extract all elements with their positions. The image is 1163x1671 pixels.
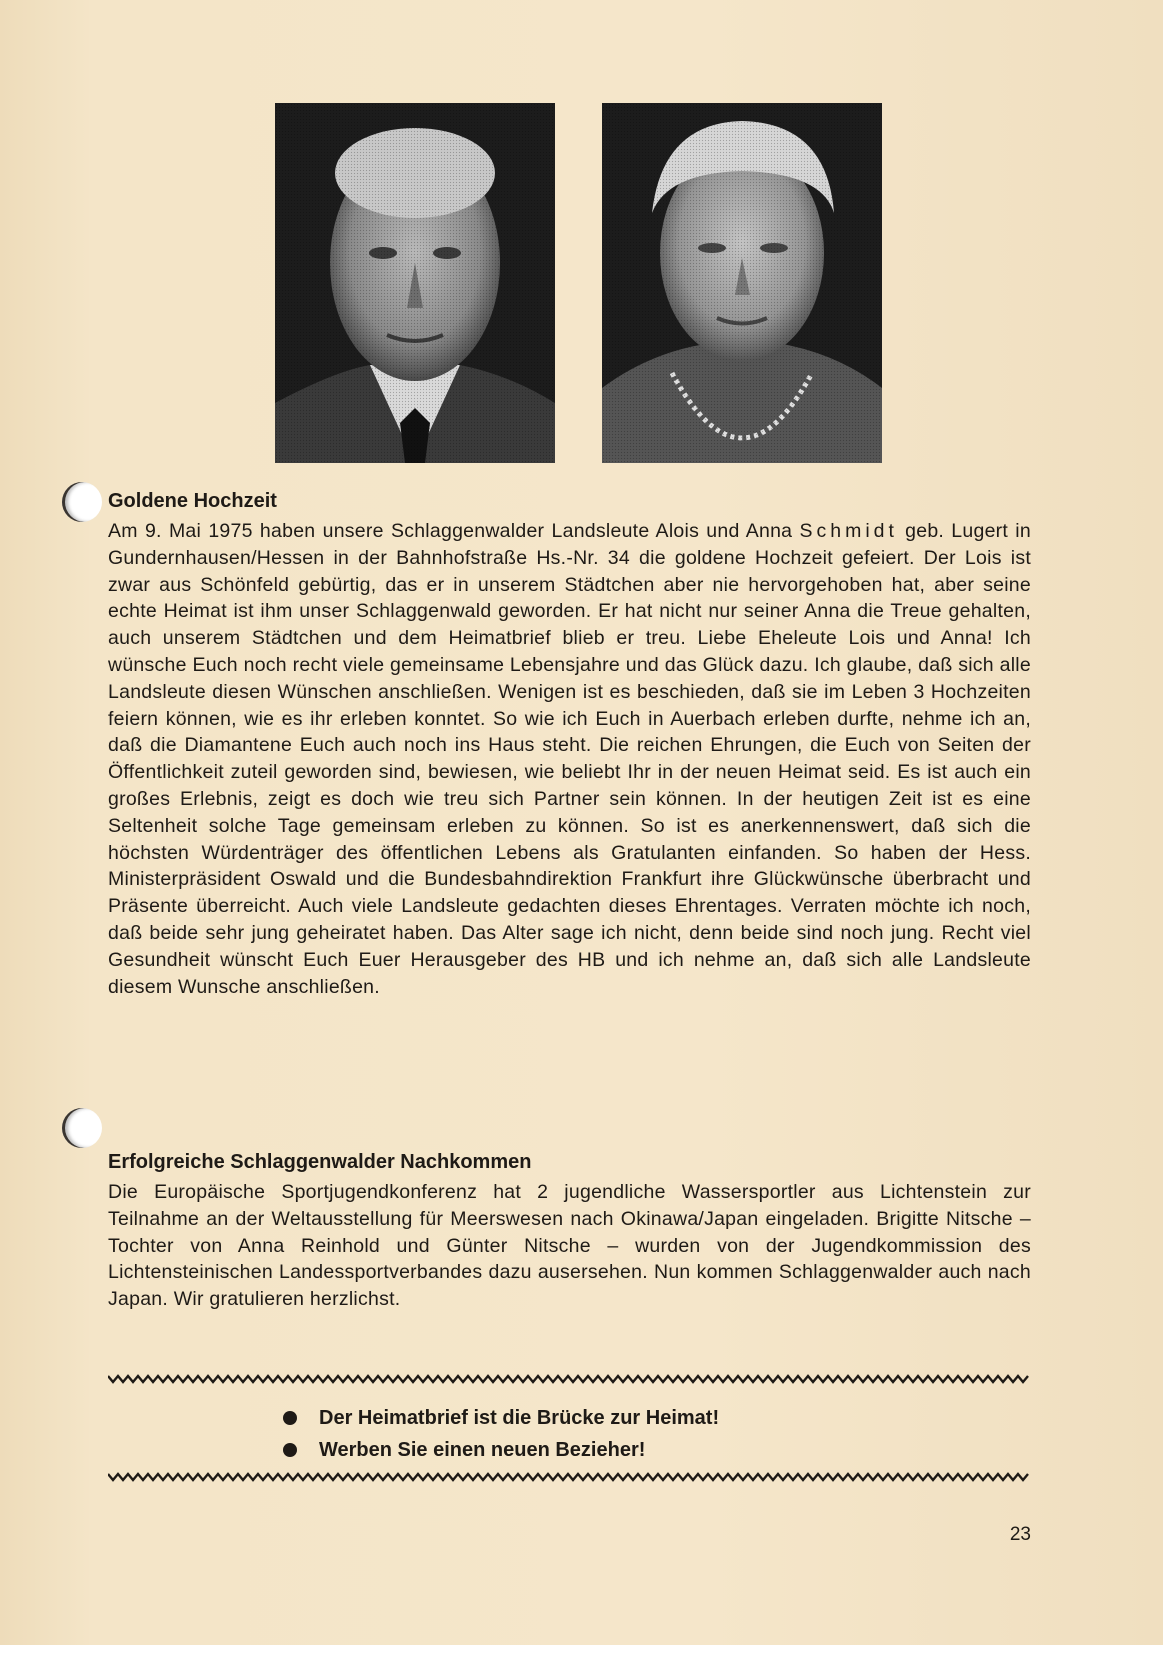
portrait-woman-icon	[602, 103, 882, 463]
slogan-text: Werben Sie einen neuen Bezieher!	[319, 1439, 646, 1461]
portrait-man-icon	[275, 103, 555, 463]
article-heading: Goldene Hochzeit	[108, 490, 277, 512]
scan-edge	[0, 1645, 1163, 1671]
punch-hole	[62, 1108, 102, 1148]
bullet-icon	[283, 1443, 297, 1457]
slogan-item	[283, 1434, 719, 1466]
slogan-text: Der Heimatbrief ist die Brücke zur Heimat!	[319, 1407, 720, 1429]
article-golden-wedding	[108, 488, 1031, 1000]
article-body: Die Europäische Sportjugendkonferenz hat 2 jugendliche Wassersportler aus Lichtenstein zur Teilnahme an der Weltausstellung für Meerswesen nach Okinawa/Japan eingeladen. Brigitte Nitsche – Tochter von Anna Reinhold und Günter Nitsche – wurden von der Jugendkommission des Lichtensteinischen Landessportverbandes dazu ausersehen. Nun kommen Schlaggenwalder auch nach Japan. Wir gratulieren herzlichst.	[108, 1181, 1031, 1311]
article-descendants	[108, 1149, 1031, 1313]
article-body	[108, 518, 1031, 1000]
bullet-icon	[283, 1411, 297, 1425]
article-heading: Erfolgreiche Schlaggenwalder Nachkommen	[108, 1151, 532, 1173]
slogan-item	[283, 1402, 719, 1434]
punch-hole	[62, 482, 102, 522]
wavy-divider	[108, 1373, 1031, 1385]
slogan-box	[283, 1402, 719, 1466]
wavy-divider	[108, 1471, 1031, 1483]
article-body-start: Am 9. Mai 1975 haben unsere Schlaggenwalder Landsleute Alois und Anna	[108, 520, 800, 542]
article-name-spaced: Schmidt	[799, 520, 898, 542]
article-body-rest: geb. Lugert in Gundernhausen/Hessen in der Bahnhofstraße Hs.-Nr. 34 die goldene Hochzeit gefeiert. Der Lois ist zwar aus Schönfeld gebürtig, das er in unserem Städtchen aber nie hervorgehoben hat, aber seine echte Heimat ist ihm unser Schlaggenwald geworden. Er hat nicht nur seiner Anna die Treue gehalten, auch unserem Städtchen und dem Heimatbrief blieb er treu. Liebe Eheleute Lois und Anna! Ich wünsche Euch noch recht viele gemeinsame Lebensjahre und das Glück dazu. Ich glaube, daß sich alle Landsleute diesen Wünschen anschließen. Wenigen ist es beschieden, daß sie im Leben 3 Hochzeiten feiern können, wie es ihr erleben konntet. So wie ich Euch in Auerbach erleben durfte, nehme ich an, daß die Diamantene Euch auch noch ins Haus steht. Die reichen Ehrungen, die Euch von Seiten der Öffentlichkeit zuteil geworden sind, bewiesen, wie beliebt Ihr in der neuen Heimat seid. Es ist auch ein großes Erlebnis, zeigt es doch wie treu sich Partner sein können. In der heutigen Zeit ist es eine Seltenheit solche Tage gemeinsam erleben zu können. So ist es anerkennenswert, daß sich die höchsten Würdenträger des öffentlichen Lebens als Gratulanten einfanden. So haben der Hess. Ministerpräsident Oswald und die Bundesbahndirektion Frankfurt ihre Glückwünsche überbracht und Präsente überreicht. Auch viele Landsleute gedachten dieses Ehrentages. Verraten möchte ich noch, daß beide sehr jung geheiratet haben. Das Alter sage ich nicht, denn beide sind noch jung. Recht viel Gesundheit wünscht Euch Euer Herausgeber des HB und ich nehme an, daß sich alle Landsleute diesem Wunsche anschließen.	[108, 520, 1031, 998]
page-number: 23	[1009, 1524, 1031, 1545]
